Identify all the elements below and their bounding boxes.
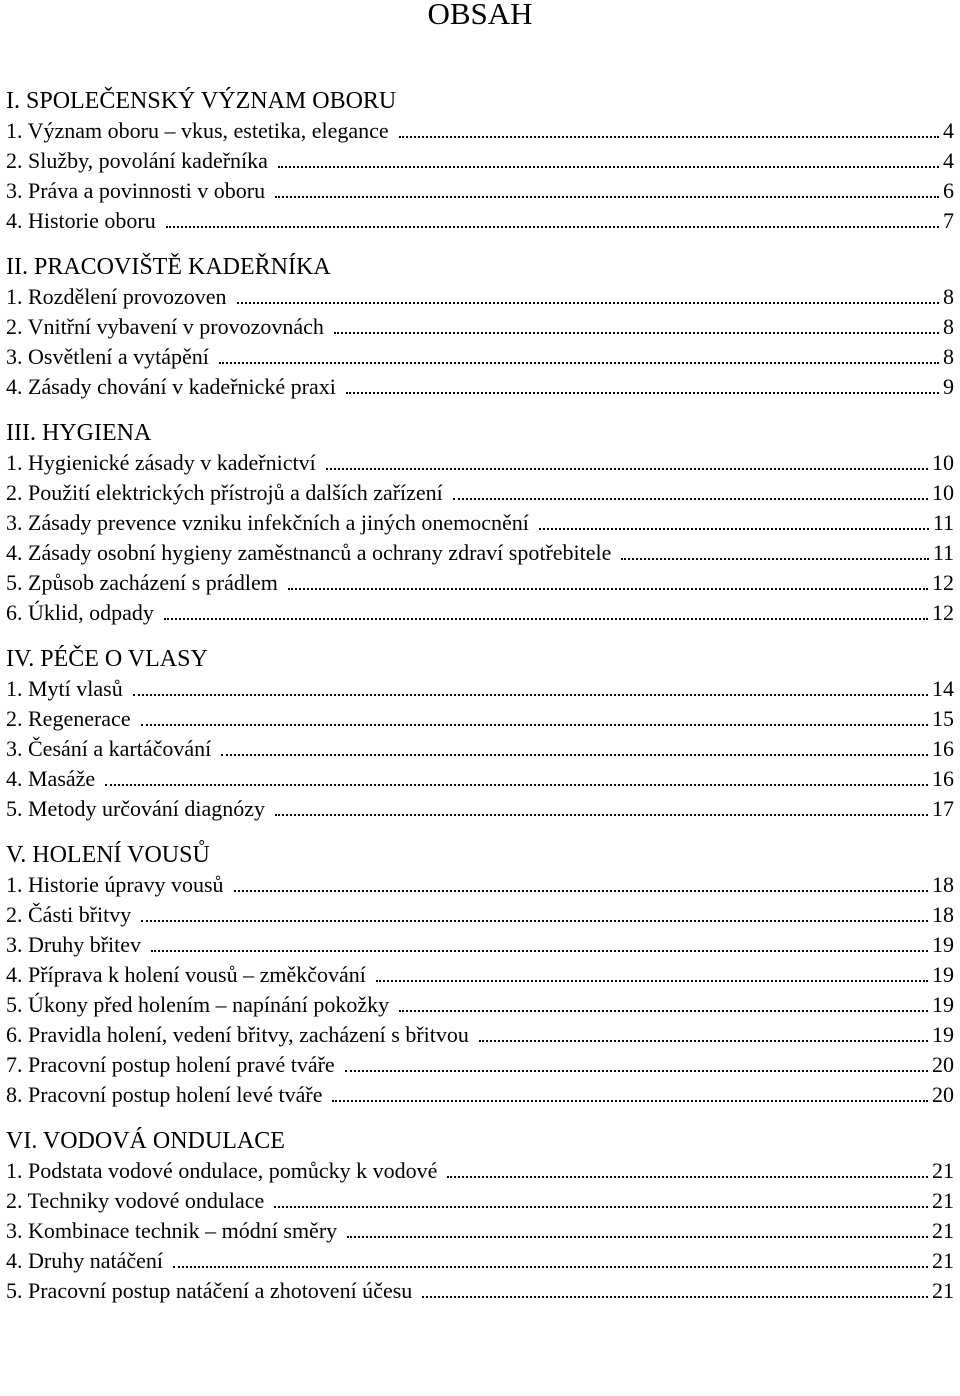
toc-entry — [6, 930, 954, 960]
dot-leader — [621, 558, 928, 560]
toc-entry — [6, 1276, 954, 1306]
entry-page: 18 — [932, 872, 954, 897]
toc-entry — [6, 1080, 954, 1110]
entry-label: 3. Česání a kartáčování — [6, 736, 212, 761]
entry-page: 10 — [932, 480, 954, 505]
entry-page: 16 — [932, 736, 954, 761]
section-heading: VI. VODOVÁ ONDULACE — [6, 1128, 285, 1154]
dot-leader — [105, 784, 928, 786]
section-heading: II. PRACOVIŠTĚ KADEŘNÍKA — [6, 254, 331, 280]
entry-label: 4. Druhy natáčení — [6, 1248, 163, 1273]
entry-label: 2. Části břitvy — [6, 902, 132, 927]
entry-label: 1. Mytí vlasů — [6, 676, 123, 701]
toc-entry — [6, 900, 954, 930]
entry-label: 6. Úklid, odpady — [6, 600, 154, 625]
dot-leader — [288, 588, 928, 590]
entry-page: 8 — [943, 314, 954, 339]
entry-label: 3. Práva a povinnosti v oboru — [6, 178, 266, 203]
toc-entry — [6, 146, 954, 176]
section-heading: V. HOLENÍ VOUSŮ — [6, 842, 210, 868]
entry-page: 11 — [932, 510, 954, 535]
toc-entry — [6, 538, 954, 568]
entry-page: 20 — [932, 1082, 954, 1107]
dot-leader — [422, 1296, 928, 1298]
entry-label: 3. Druhy břitev — [6, 932, 142, 957]
entry-label: 7. Pracovní postup holení pravé tváře — [6, 1052, 335, 1077]
entry-label: 4. Zásady chování v kadeřnické praxi — [6, 374, 336, 399]
dot-leader — [234, 890, 928, 892]
entry-label: 2. Použití elektrických přístrojů a dalších zařízení — [6, 480, 443, 505]
entry-page: 20 — [932, 1052, 954, 1077]
entry-page: 11 — [932, 540, 954, 565]
toc-entry — [6, 704, 954, 734]
entry-page: 7 — [943, 208, 954, 233]
entry-page: 21 — [932, 1278, 954, 1303]
section-heading: I. SPOLEČENSKÝ VÝZNAM OBORU — [6, 88, 397, 114]
dot-leader — [346, 392, 939, 394]
dot-leader — [274, 1206, 928, 1208]
entry-label: 2. Regenerace — [6, 706, 131, 731]
toc-entry — [6, 342, 954, 372]
entry-label: 3. Kombinace technik – módní směry — [6, 1218, 338, 1243]
toc-entry — [6, 960, 954, 990]
dot-leader — [453, 498, 928, 500]
entry-page: 12 — [932, 600, 954, 625]
toc-entry — [6, 1020, 954, 1050]
entry-label: 6. Pravidla holení, vedení břitvy, zacházení s břitvou — [6, 1022, 469, 1047]
toc-entry — [6, 508, 954, 538]
dot-leader — [326, 468, 928, 470]
entry-label: 2. Služby, povolání kadeřníka — [6, 148, 268, 173]
entry-label: 8. Pracovní postup holení levé tváře — [6, 1082, 323, 1107]
page-title: OBSAH — [427, 0, 533, 31]
toc-entry — [6, 1216, 954, 1246]
dot-leader — [278, 166, 939, 168]
entry-label: 3. Zásady prevence vzniku infekčních a jiných onemocnění — [6, 510, 529, 535]
entry-page: 17 — [932, 796, 954, 821]
toc-entry — [6, 734, 954, 764]
entry-page: 16 — [932, 766, 954, 791]
toc-entry — [6, 990, 954, 1020]
entry-label: 2. Vnitřní vybavení v provozovnách — [6, 314, 324, 339]
entry-label: 5. Pracovní postup natáčení a zhotovení účesu — [6, 1278, 413, 1303]
dot-leader — [399, 136, 939, 138]
entry-page: 21 — [932, 1188, 954, 1213]
entry-label: 1. Rozdělení provozoven — [6, 284, 227, 309]
entry-page: 10 — [932, 450, 954, 475]
dot-leader — [275, 196, 939, 198]
entry-label: 4. Masáže — [6, 766, 96, 791]
entry-page: 19 — [932, 962, 954, 987]
entry-page: 4 — [943, 148, 954, 173]
toc-entry — [6, 870, 954, 900]
entry-label: 3. Osvětlení a vytápění — [6, 344, 209, 369]
toc-entry — [6, 448, 954, 478]
dot-leader — [173, 1266, 928, 1268]
dot-leader — [275, 814, 928, 816]
entry-label: 1. Podstata vodové ondulace, pomůcky k vodové — [6, 1158, 438, 1183]
dot-leader — [141, 724, 928, 726]
entry-page: 4 — [943, 118, 954, 143]
entry-page: 21 — [932, 1248, 954, 1273]
toc-entry — [6, 206, 954, 236]
dot-leader — [133, 694, 928, 696]
section-heading: IV. PÉČE O VLASY — [6, 646, 208, 672]
toc-entry — [6, 372, 954, 402]
toc-section — [6, 1126, 954, 1306]
entry-page: 18 — [932, 902, 954, 927]
toc-section — [6, 86, 954, 236]
toc-entry — [6, 1186, 954, 1216]
entry-page: 21 — [932, 1158, 954, 1183]
entry-label: 1. Hygienické zásady v kadeřnictví — [6, 450, 316, 475]
toc-entry — [6, 282, 954, 312]
toc-section — [6, 644, 954, 824]
toc-section — [6, 840, 954, 1110]
toc-entry — [6, 176, 954, 206]
toc-entry — [6, 764, 954, 794]
entry-page: 19 — [932, 1022, 954, 1047]
entry-label: 5. Způsob zacházení s prádlem — [6, 570, 278, 595]
entry-page: 8 — [943, 344, 954, 369]
dot-leader — [347, 1236, 928, 1238]
toc-entry — [6, 116, 954, 146]
dot-leader — [237, 302, 939, 304]
toc-entry — [6, 1156, 954, 1186]
toc-entry — [6, 568, 954, 598]
entry-label: 4. Historie oboru — [6, 208, 156, 233]
dot-leader — [479, 1040, 928, 1042]
dot-leader — [151, 950, 928, 952]
toc-section — [6, 418, 954, 628]
toc-section — [6, 252, 954, 402]
dot-leader — [399, 1010, 928, 1012]
dot-leader — [447, 1176, 928, 1178]
entry-label: 5. Metody určování diagnózy — [6, 796, 266, 821]
dot-leader — [332, 1100, 928, 1102]
entry-page: 15 — [932, 706, 954, 731]
toc-entry — [6, 598, 954, 628]
dot-leader — [166, 226, 939, 228]
section-heading: III. HYGIENA — [6, 420, 152, 446]
dot-leader — [539, 528, 929, 530]
table-of-contents — [6, 86, 954, 1322]
entry-page: 19 — [932, 932, 954, 957]
dot-leader — [219, 362, 939, 364]
entry-label: 4. Příprava k holení vousů – změkčování — [6, 962, 366, 987]
toc-entry — [6, 312, 954, 342]
dot-leader — [141, 920, 928, 922]
toc-entry — [6, 674, 954, 704]
toc-entry — [6, 1246, 954, 1276]
entry-label: 1. Význam oboru – vkus, estetika, elegance — [6, 118, 389, 143]
entry-label: 4. Zásady osobní hygieny zaměstnanců a ochrany zdraví spotřebitele — [6, 540, 612, 565]
toc-entry — [6, 478, 954, 508]
entry-label: 5. Úkony před holením – napínání pokožky — [6, 992, 390, 1017]
entry-page: 8 — [943, 284, 954, 309]
dot-leader — [164, 618, 928, 620]
entry-page: 12 — [932, 570, 954, 595]
toc-entry — [6, 1050, 954, 1080]
entry-page: 21 — [932, 1218, 954, 1243]
dot-leader — [334, 332, 939, 334]
entry-label: 1. Historie úpravy vousů — [6, 872, 224, 897]
entry-page: 14 — [932, 676, 954, 701]
toc-entry — [6, 794, 954, 824]
dot-leader — [221, 754, 928, 756]
dot-leader — [376, 980, 928, 982]
entry-page: 19 — [932, 992, 954, 1017]
dot-leader — [345, 1070, 928, 1072]
entry-page: 9 — [943, 374, 954, 399]
entry-page: 6 — [943, 178, 954, 203]
entry-label: 2. Techniky vodové ondulace — [6, 1188, 265, 1213]
